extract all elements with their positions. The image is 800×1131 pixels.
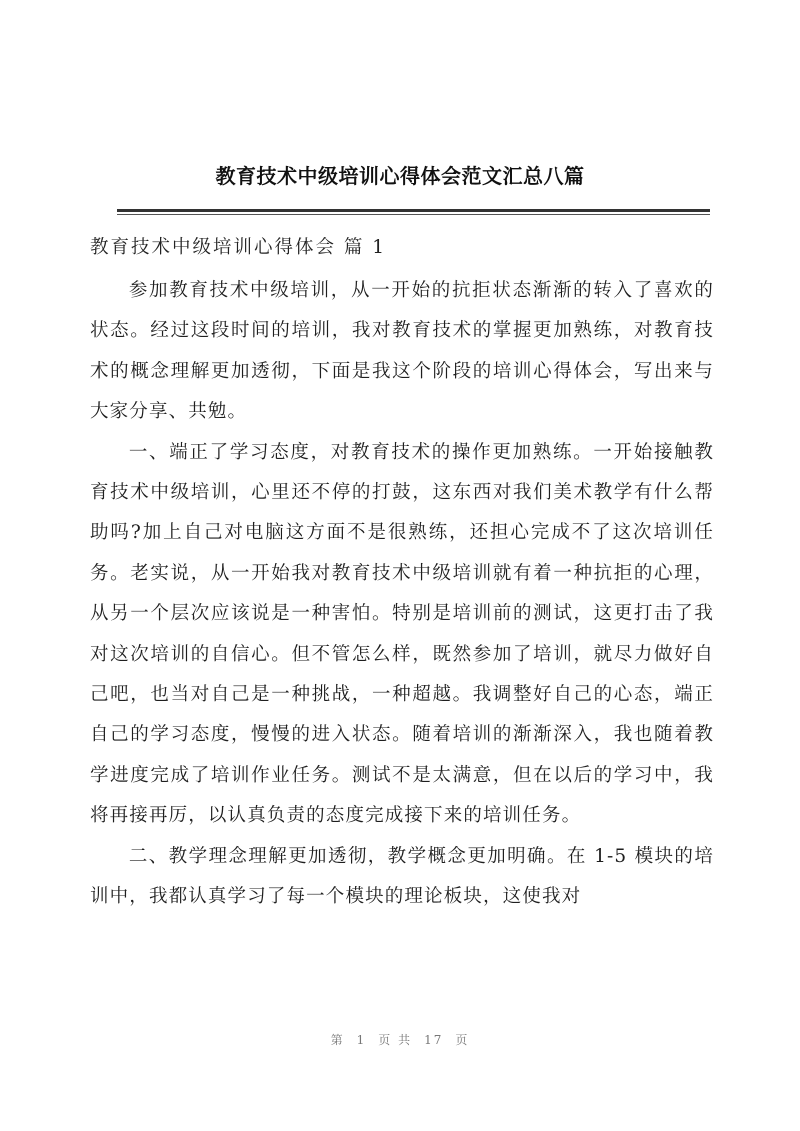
footer-middle: 页 共 bbox=[378, 1033, 413, 1047]
title-divider bbox=[117, 209, 710, 212]
title-divider-thin bbox=[117, 214, 710, 215]
page-footer bbox=[0, 1031, 800, 1048]
footer-prefix: 第 bbox=[330, 1033, 345, 1047]
footer-page-number: 1 bbox=[356, 1033, 367, 1047]
document-body bbox=[90, 271, 714, 918]
footer-suffix: 页 bbox=[455, 1033, 470, 1047]
document-title: 教育技术中级培训心得体会范文汇总八篇 bbox=[215, 164, 585, 188]
paragraph-point-one: 一、端正了学习态度，对教育技术的操作更加熟练。一开始接触教育技术中级培训，心里还不停的打鼓，这东西对我们美术教学有什么帮助吗?加上自己对电脑这方面不是很熟练，还担心完成不了这次培训任务。老实说，从一开始我对教育技术中级培训就有着一种抗拒的心理，从另一个层次应该说是一种害怕。特别是培训前的测试，这更打击了我对这次培训的自信心。但不管怎么样，既然参加了培训，就尽力做好自己吧，也当对自己是一种挑战，一种超越。我调整好自己的心态，端正自己的学习态度，慢慢的进入状态。随着培训的渐渐深入，我也随着教学进度完成了培训作业任务。测试不是太满意，但在以后的学习中，我将再接再厉，以认真负责的态度完成接下来的培训任务。 bbox=[90, 441, 714, 827]
paragraph-point-two: 二、教学理念理解更加透彻，教学概念更加明确。在 1-5 模块的培训中，我都认真学习了每一个模块的理论板块，这使我对 bbox=[90, 845, 714, 908]
paragraph-intro: 参加教育技术中级培训，从一开始的抗拒状态渐渐的转入了喜欢的状态。经过这段时间的培训，我对教育技术的掌握更加熟练，对教育技术的概念理解更加透彻，下面是我这个阶段的培训心得体会，写出来与大家分享、共勉。 bbox=[90, 280, 714, 423]
section-heading: 教育技术中级培训心得体会 篇 1 bbox=[90, 237, 387, 258]
footer-total-pages: 17 bbox=[424, 1033, 444, 1047]
